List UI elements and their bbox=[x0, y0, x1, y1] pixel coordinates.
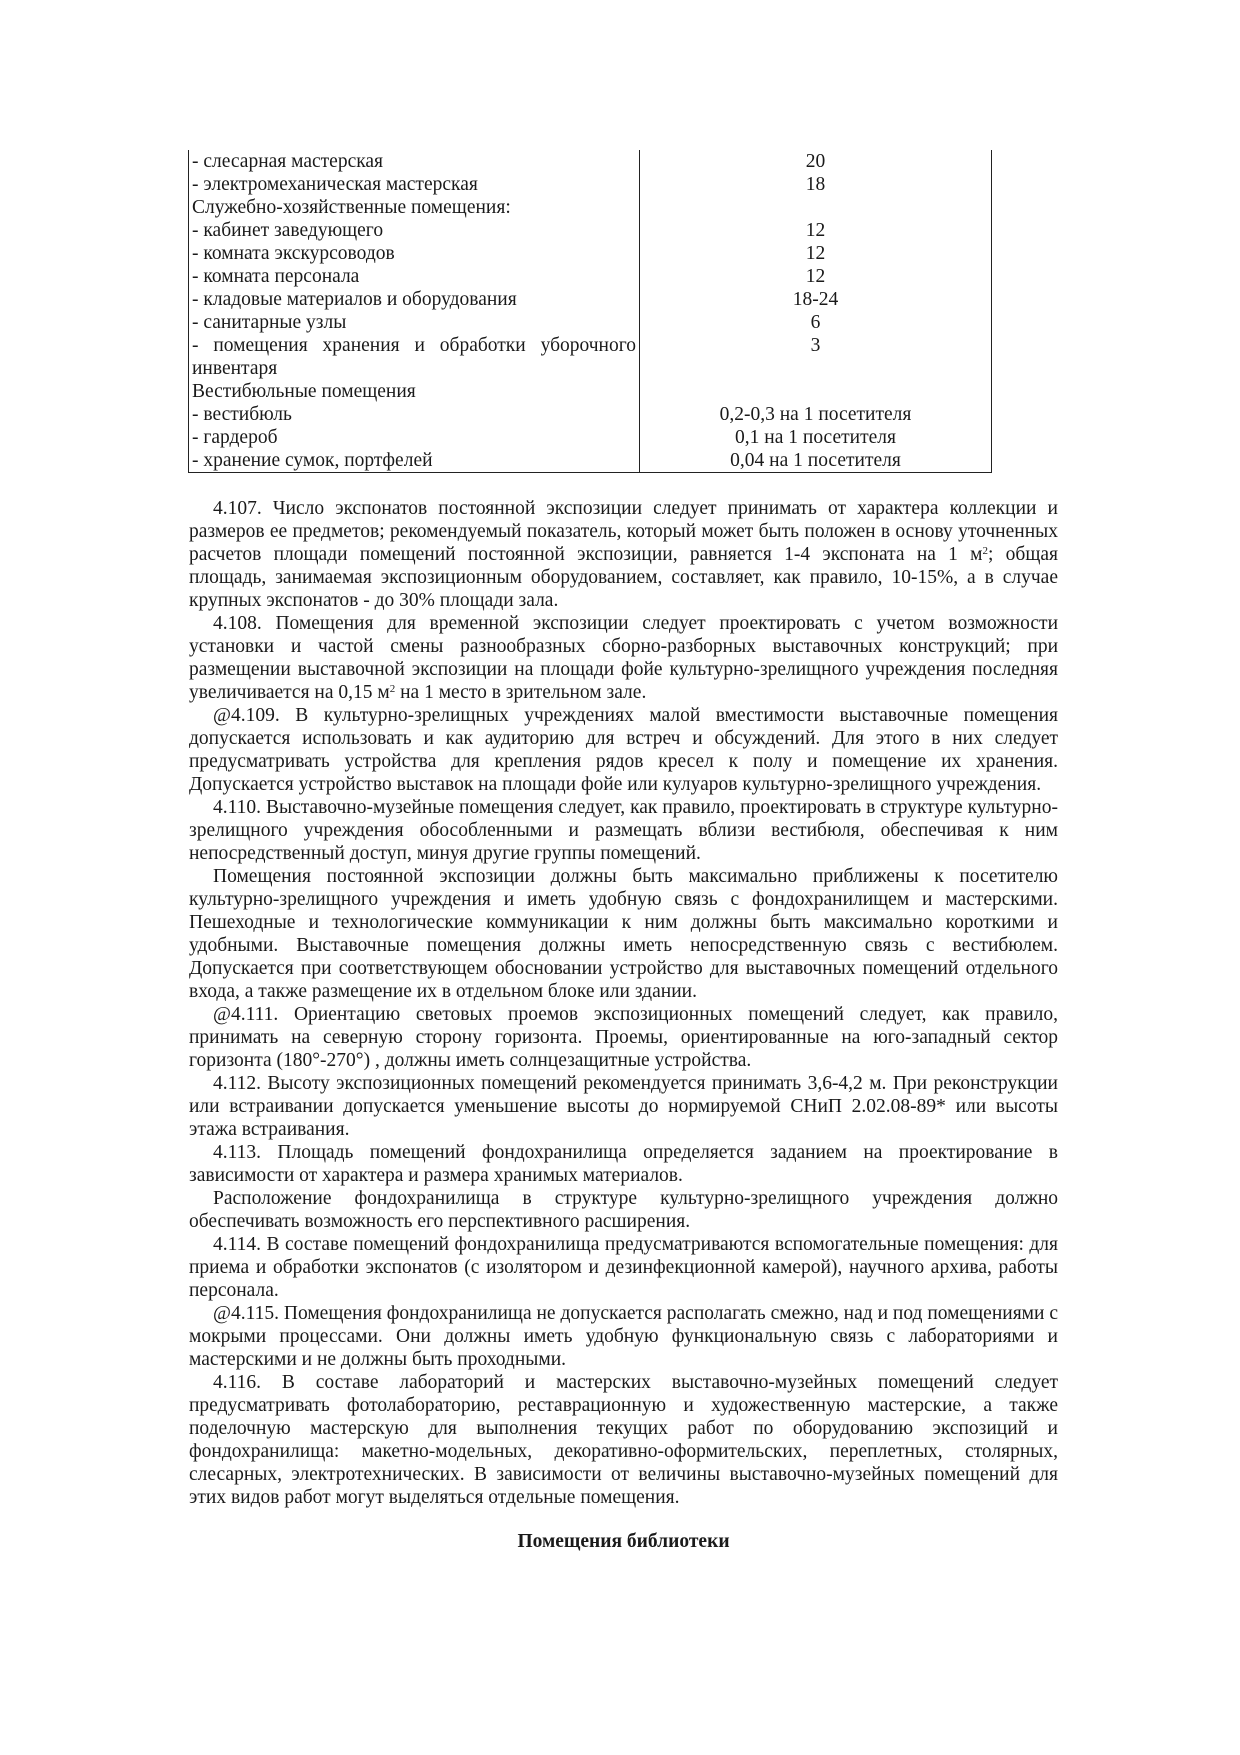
paragraph-text: ; общая площадь, занимаемая экспозиционным оборудованием, составляет, как правило, 10-15%, а в случае крупных экспонатов - до 30% площади зала. bbox=[189, 544, 1058, 611]
paragraph-4-115: @4.115. Помещения фондохранилища не допускается располагать смежно, над и под помещениями с мокрыми процессами. Они должны иметь удобную функциональную связь с лабораториями и мастерскими и не должны быть проходными. bbox=[189, 1303, 1058, 1370]
room-area-table bbox=[188, 150, 992, 473]
superscript: 2 bbox=[389, 683, 396, 695]
area-value-cell: 0,2-0,3 на 1 посетителя bbox=[640, 403, 992, 426]
paragraph-4-109: @4.109. В культурно-зрелищных учреждениях малой вместимости выставочные помещения допускается использовать и как аудиторию для встреч и обсуждений. Для этого в них следует предусматривать устройства для крепления рядов кресел к полу и помещение их хранения. Допускается устройство выставок на площади фойе или кулуаров культурно-зрелищного учреждения. bbox=[189, 705, 1058, 795]
area-value-cell bbox=[640, 196, 992, 219]
table-row bbox=[189, 403, 992, 426]
area-value-cell: 12 bbox=[640, 265, 992, 288]
section-heading: Помещения библиотеки bbox=[517, 1531, 730, 1552]
document-body bbox=[189, 497, 1058, 1553]
room-group-heading-cell: Вестибюльные помещения bbox=[189, 380, 640, 403]
paragraph-4-110-continued: Помещения постоянной экспозиции должны быть максимально приближены к посетителю культурно-зрелищного учреждения и иметь удобную связь с фондохранилищем и мастерскими. Пешеходные и технологические коммуникации к ним должны быть максимально короткими и удобными. Выставочные помещения должны иметь непосредственную связь с вестибюлем. Допускается при соответствующем обосновании устройство для выставочных помещений отдельного входа, а также размещение их в отдельном блоке или здании. bbox=[189, 866, 1058, 1002]
room-name-cell: - слесарная мастерская bbox=[189, 150, 640, 173]
area-value-cell: 12 bbox=[640, 219, 992, 242]
table-row bbox=[189, 449, 992, 473]
room-name-cell: - кабинет заведующего bbox=[189, 219, 640, 242]
paragraph-4-113-continued: Расположение фондохранилища в структуре культурно-зрелищного учреждения должно обеспечивать возможность его перспективного расширения. bbox=[189, 1188, 1058, 1232]
table-row bbox=[189, 196, 992, 219]
area-value-cell: 0,1 на 1 посетителя bbox=[640, 426, 992, 449]
room-name-cell: - санитарные узлы bbox=[189, 311, 640, 334]
table-row bbox=[189, 288, 992, 311]
paragraph-4-114: 4.114. В составе помещений фондохранилища предусматриваются вспомогательные помещения: для приема и обработки экспонатов (с изолятором и дезинфекционной камерой), научного архива, работы персонала. bbox=[189, 1234, 1058, 1301]
table-row bbox=[189, 173, 992, 196]
area-value-cell: 0,04 на 1 посетителя bbox=[640, 449, 992, 473]
paragraph-text: 4.107. Число экспонатов постоянной экспозиции следует принимать от характера коллекции и размеров ее предметов; рекомендуемый показатель, который может быть положен в основу уточненных расчетов площади помещений постоянной экспозиции, равняется 1-4 экспоната на 1 м bbox=[189, 498, 1058, 565]
room-group-heading-cell: Служебно-хозяйственные помещения: bbox=[189, 196, 640, 219]
paragraph-text: на 1 место в зрительном зале. bbox=[395, 682, 647, 703]
paragraph-4-107 bbox=[189, 497, 1058, 612]
room-name-cell: - гардероб bbox=[189, 426, 640, 449]
room-name-cell: - хранение сумок, портфелей bbox=[189, 449, 640, 473]
room-name-cell: - комната персонала bbox=[189, 265, 640, 288]
table-row bbox=[189, 242, 992, 265]
area-value-cell: 6 bbox=[640, 311, 992, 334]
paragraph-4-116: 4.116. В составе лабораторий и мастерских выставочно-музейных помещений следует предусматривать фотолабораторию, реставрационную и художественную мастерские, а также поделочную мастерскую для выполнения текущих работ по оборудованию экспозиций и фондохранилища: макетно-модельных, декоративно-оформительских, переплетных, столярных, слесарных, электротехнических. В зависимости от величины выставочно-музейных помещений для этих видов работ могут выделяться отдельные помещения. bbox=[189, 1372, 1058, 1508]
table-row bbox=[189, 311, 992, 334]
table-row bbox=[189, 265, 992, 288]
table-row bbox=[189, 380, 992, 403]
area-value-cell: 20 bbox=[640, 150, 992, 173]
paragraph-4-111: @4.111. Ориентацию световых проемов экспозиционных помещений следует, как правило, принимать на северную сторону горизонта. Проемы, ориентированные на юго-западный сектор горизонта (180°-270°) , должны иметь солнцезащитные устройства. bbox=[189, 1004, 1058, 1071]
table-row bbox=[189, 334, 992, 380]
area-value-cell: 18 bbox=[640, 173, 992, 196]
paragraph-4-108 bbox=[189, 612, 1058, 704]
room-name-cell: - помещения хранения и обработки уборочного инвентаря bbox=[189, 334, 640, 380]
paragraph-text: 4.108. Помещения для временной экспозиции следует проектировать с учетом возможности установки и частой смены разнообразных сборно-разборных выставочных конструкций; при размещении выставочной экспозиции на площади фойе культурно-зрелищного учреждения последняя увеличивается на 0,15 м bbox=[189, 613, 1058, 703]
area-value-cell: 12 bbox=[640, 242, 992, 265]
superscript: 2 bbox=[982, 545, 989, 557]
room-name-cell: - комната экскурсоводов bbox=[189, 242, 640, 265]
paragraph-4-112: 4.112. Высоту экспозиционных помещений рекомендуется принимать 3,6-4,2 м. При реконструкции или встраивании допускается уменьшение высоты до нормируемой СНиП 2.02.08-89* или высоты этажа встраивания. bbox=[189, 1073, 1058, 1140]
area-value-cell: 3 bbox=[640, 334, 992, 380]
area-value-cell: 18-24 bbox=[640, 288, 992, 311]
room-name-cell: - электромеханическая мастерская bbox=[189, 173, 640, 196]
paragraph-4-113: 4.113. Площадь помещений фондохранилища определяется заданием на проектирование в зависимости от характера и размера хранимых материалов. bbox=[189, 1142, 1058, 1186]
table-row bbox=[189, 150, 992, 173]
paragraph-4-110: 4.110. Выставочно-музейные помещения следует, как правило, проектировать в структуре культурно-зрелищного учреждения обособленными и размещать вблизи вестибюля, обеспечивая к ним непосредственный доступ, минуя другие группы помещений. bbox=[189, 797, 1058, 864]
table-row bbox=[189, 426, 992, 449]
table-row bbox=[189, 219, 992, 242]
room-name-cell: - кладовые материалов и оборудования bbox=[189, 288, 640, 311]
room-name-cell: - вестибюль bbox=[189, 403, 640, 426]
area-value-cell bbox=[640, 380, 992, 403]
